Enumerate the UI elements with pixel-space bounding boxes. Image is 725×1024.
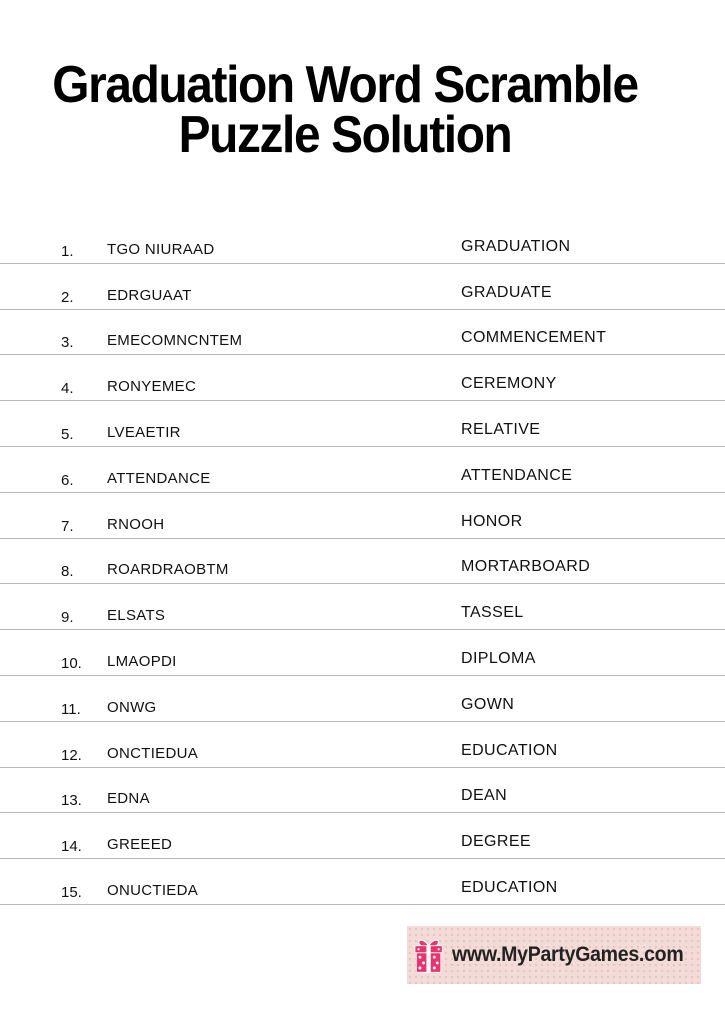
item-number: 8.	[61, 563, 74, 581]
scrambled-word: ONCTIEDUA	[107, 744, 199, 762]
scrambled-word: GREEED	[107, 836, 173, 854]
page-title-line-2: Puzzle Solution	[178, 106, 512, 164]
scrambled-word: LVEAETIR	[107, 423, 181, 441]
item-number: 6.	[61, 471, 74, 489]
answer-word: DEGREE	[461, 833, 531, 851]
answer-word: GOWN	[461, 695, 515, 713]
scrambled-word: ONWG	[107, 698, 157, 716]
puzzle-row	[0, 355, 725, 401]
item-number: 12.	[61, 746, 82, 764]
page-title-line-1: Graduation Word Scramble	[52, 56, 638, 114]
item-number: 1.	[61, 242, 74, 260]
puzzle-row	[0, 676, 725, 722]
gift-box-icon	[407, 926, 450, 984]
answer-word: EDUCATION	[461, 741, 558, 759]
item-number: 15.	[61, 883, 82, 901]
puzzle-row	[0, 539, 725, 585]
item-number: 3.	[61, 334, 74, 352]
item-number: 11.	[61, 700, 81, 718]
scrambled-word: EDNA	[107, 790, 150, 808]
answer-word: GRADUATE	[461, 283, 552, 301]
answer-word: TASSEL	[461, 604, 524, 622]
answer-word: MORTARBOARD	[461, 558, 591, 576]
puzzle-row	[0, 768, 725, 814]
scrambled-word: LMAOPDI	[107, 652, 177, 670]
puzzle-row	[0, 859, 725, 905]
item-number: 4.	[61, 380, 74, 398]
item-number: 5.	[61, 425, 74, 443]
site-logo-banner[interactable]	[407, 926, 701, 984]
item-number: 9.	[61, 609, 74, 627]
item-number: 10.	[61, 654, 82, 672]
scrambled-word: EMECOMNCNTEM	[107, 332, 243, 350]
item-number: 2.	[61, 288, 74, 306]
scrambled-word: EDRGUAAT	[107, 286, 192, 304]
item-number: 13.	[61, 792, 82, 810]
scrambled-word: ONUCTIEDA	[107, 881, 199, 899]
answer-word: DIPLOMA	[461, 649, 536, 667]
scrambled-word: ROARDRAOBTM	[107, 561, 229, 579]
puzzle-row	[0, 447, 725, 493]
answer-word: RELATIVE	[461, 420, 541, 438]
scrambled-word: ATTENDANCE	[107, 469, 211, 487]
puzzle-row	[0, 401, 725, 447]
item-number: 7.	[61, 517, 74, 535]
scrambled-word: ELSATS	[107, 607, 166, 625]
answer-word: DEAN	[461, 787, 508, 805]
site-url-text[interactable]: www.MyPartyGames.com	[452, 943, 684, 966]
answer-word: ATTENDANCE	[461, 466, 573, 484]
puzzle-row	[0, 264, 725, 310]
puzzle-row	[0, 722, 725, 768]
answer-word: HONOR	[461, 512, 523, 530]
page-title	[28, 56, 663, 164]
answer-word: GRADUATION	[461, 237, 571, 255]
answer-word: COMMENCEMENT	[461, 329, 607, 347]
answer-word: EDUCATION	[461, 878, 558, 896]
scrambled-word: RNOOH	[107, 515, 165, 533]
scrambled-word: RONYEMEC	[107, 378, 197, 396]
scrambled-word: TGO NIURAAD	[107, 240, 215, 258]
item-number: 14.	[61, 838, 82, 856]
puzzle-row	[0, 493, 725, 539]
puzzle-row	[0, 310, 725, 356]
puzzle-row	[0, 813, 725, 859]
puzzle-row	[0, 584, 725, 630]
puzzle-row	[0, 218, 725, 264]
puzzle-row	[0, 630, 725, 676]
puzzle-list	[0, 218, 725, 905]
answer-word: CEREMONY	[461, 375, 557, 393]
